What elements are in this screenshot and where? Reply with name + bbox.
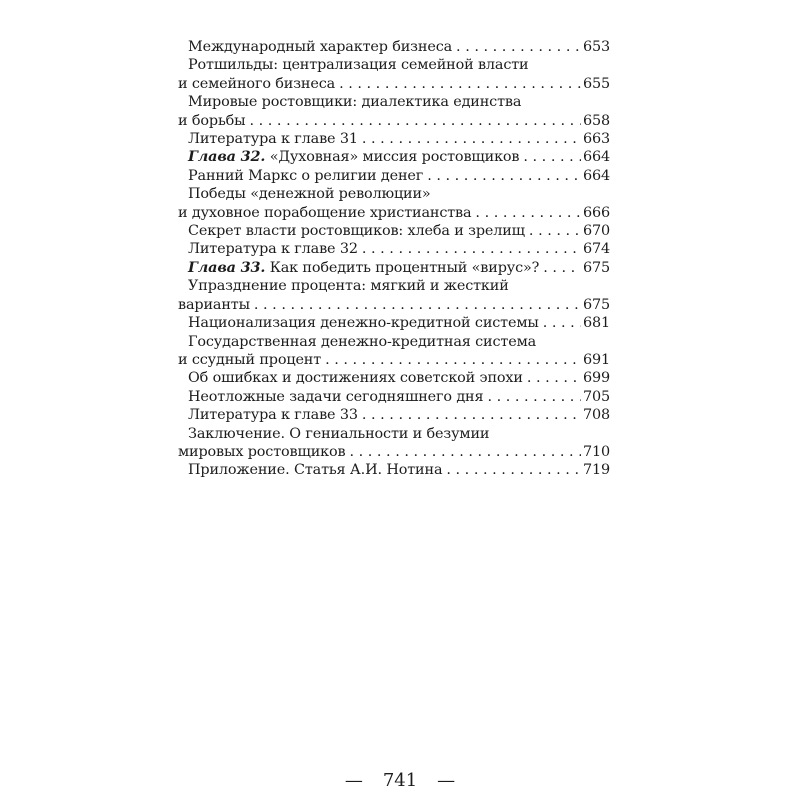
toc-chapter-entry <box>178 259 610 277</box>
dot-leader <box>543 259 581 277</box>
folio-dash-left: — <box>344 770 363 791</box>
toc-entry <box>178 369 610 387</box>
toc-entry-title <box>188 333 536 351</box>
toc-entry-line <box>178 425 610 443</box>
toc-entry-title <box>188 406 358 424</box>
toc-page-number: 653 <box>582 39 610 55</box>
toc-entry-line <box>178 56 610 74</box>
toc-entry-text: «Духовная» миссия ростовщиков <box>269 149 520 166</box>
toc-entry-line <box>178 130 610 148</box>
toc-entry-text: мировых ростовщиков <box>178 443 346 460</box>
toc-entry-text: и ссудный процент <box>178 351 322 368</box>
toc-page-number: 699 <box>582 370 610 387</box>
toc-entry-text: варианты <box>178 296 250 313</box>
toc-entry-text: Упразднение процента: мягкий и жесткий <box>188 278 509 295</box>
toc-entry-text: Национализация денежно-кредитной системы <box>188 315 539 332</box>
dot-leader <box>543 314 581 332</box>
toc-entry-title <box>188 148 519 166</box>
toc-entry-line <box>178 148 610 166</box>
dot-leader <box>349 443 581 461</box>
toc-entry-text: Неотложные задачи сегодняшнего дня <box>188 388 484 405</box>
toc-entry-line <box>178 314 610 332</box>
toc-entry-line <box>178 388 610 406</box>
toc-entry-title <box>188 369 523 387</box>
toc-entry-line <box>178 93 610 111</box>
toc-entry-title <box>188 130 358 148</box>
dot-leader <box>456 38 581 56</box>
chapter-label: Глава 33. <box>188 258 266 276</box>
dot-leader <box>325 351 581 369</box>
toc-entry-title <box>188 56 529 74</box>
toc-page-number: 658 <box>582 112 610 129</box>
toc-entry-title <box>188 167 423 185</box>
toc-entry <box>178 277 610 314</box>
toc-entry-line <box>178 333 610 351</box>
toc-entry-line <box>178 112 610 130</box>
toc-entry-title <box>178 75 335 93</box>
toc-page-number: 719 <box>582 462 610 479</box>
toc-entry-line <box>178 369 610 387</box>
toc-entry <box>178 333 610 370</box>
toc-entry-title <box>188 277 509 295</box>
toc-entry-title <box>188 461 442 479</box>
dot-leader <box>362 130 581 148</box>
toc-entry-title <box>188 38 452 56</box>
toc-entry <box>178 240 610 258</box>
toc-entry-line <box>178 240 610 258</box>
toc-page-number: 705 <box>582 388 610 405</box>
dot-leader <box>487 388 581 406</box>
toc-entry-text: Литература к главе 31 <box>188 131 358 148</box>
toc-entry-text: и семейного бизнеса <box>178 75 336 92</box>
toc-entry-text: Государственная денежно-кредитная система <box>188 333 537 350</box>
toc-entry-title <box>188 93 521 111</box>
toc-entry <box>178 93 610 130</box>
toc-entry-title <box>178 443 345 461</box>
toc-entry-title <box>188 185 431 203</box>
toc-entry-text: Литература к главе 33 <box>188 407 358 424</box>
toc-entry <box>178 461 610 479</box>
toc-entry-text: Победы «денежной революции» <box>188 186 431 203</box>
dot-leader <box>362 240 581 258</box>
toc-entry-title <box>188 222 525 240</box>
dot-leader <box>427 167 581 185</box>
toc-entry <box>178 425 610 462</box>
toc-entry-text: Литература к главе 32 <box>188 241 358 258</box>
toc-page-number: 663 <box>582 131 610 148</box>
toc-entry <box>178 406 610 424</box>
toc-entry <box>178 167 610 185</box>
toc-entry-line <box>178 296 610 314</box>
toc-page-number: 664 <box>582 167 610 184</box>
toc-entry-text: Заключение. О гениальности и безумии <box>188 425 490 442</box>
toc-entry-title <box>188 314 539 332</box>
toc-entry-line <box>178 222 610 240</box>
toc-entry-title <box>188 388 483 406</box>
toc-page-number: 675 <box>582 296 610 313</box>
dot-leader <box>339 75 581 93</box>
toc-entry-line <box>178 38 610 56</box>
toc-entry-title <box>178 351 321 369</box>
toc-entry-line <box>178 443 610 461</box>
toc-entry-text: и духовное порабощение христианства <box>178 204 472 221</box>
toc-entry-line <box>178 75 610 93</box>
toc-entry-text: Ранний Маркс о религии денег <box>188 167 424 184</box>
toc-entry-text: Как победить процентный «вирус»? <box>269 259 540 276</box>
toc-chapter-entry <box>178 148 610 166</box>
toc-entry-line <box>178 406 610 424</box>
dot-leader <box>527 369 581 387</box>
toc-entry <box>178 388 610 406</box>
page-number: 741 <box>382 770 418 791</box>
dot-leader <box>254 296 581 314</box>
toc-page-number: 664 <box>582 149 610 166</box>
table-of-contents <box>178 38 610 480</box>
chapter-label: Глава 32. <box>188 148 266 166</box>
dot-leader <box>249 112 581 130</box>
dot-leader <box>529 222 581 240</box>
dot-leader <box>475 204 581 222</box>
toc-entry-line <box>178 277 610 295</box>
toc-page-number: 691 <box>582 351 610 368</box>
folio-dash-right: — <box>437 770 456 791</box>
toc-entry <box>178 185 610 222</box>
toc-page-number: 681 <box>582 315 610 332</box>
toc-page-number: 708 <box>582 407 610 424</box>
toc-entry-text: Секрет власти ростовщиков: хлеба и зрелищ <box>188 223 525 240</box>
toc-entry-title <box>188 240 358 258</box>
dot-leader <box>523 148 581 166</box>
toc-entry-line <box>178 204 610 222</box>
toc-entry-line <box>178 259 610 277</box>
toc-page-number: 710 <box>582 443 610 460</box>
dot-leader <box>446 461 581 479</box>
toc-entry <box>178 314 610 332</box>
toc-page-number: 670 <box>582 223 610 240</box>
toc-entry-text: Ротшильды: централизация семейной власти <box>188 57 529 74</box>
toc-page-number: 674 <box>582 241 610 258</box>
toc-entry-title <box>178 112 245 130</box>
toc-entry <box>178 222 610 240</box>
toc-page-number: 655 <box>582 75 610 92</box>
toc-entry <box>178 56 610 93</box>
toc-entry-title <box>188 425 489 443</box>
toc-entry-text: Об ошибках и достижениях советской эпохи <box>188 370 523 387</box>
toc-entry-text: Приложение. Статья А.И. Нотина <box>188 462 443 479</box>
page-folio <box>0 770 800 792</box>
toc-entry-title <box>178 296 250 314</box>
dot-leader <box>362 406 581 424</box>
toc-entry-title <box>178 204 471 222</box>
toc-entry-text: Международный характер бизнеса <box>188 39 453 55</box>
toc-entry-title <box>188 259 539 277</box>
toc-entry-text: Мировые ростовщики: диалектика единства <box>188 94 522 111</box>
toc-entry <box>178 130 610 148</box>
toc-entry-line <box>178 461 610 479</box>
toc-page-number: 675 <box>582 259 610 276</box>
toc-entry-line <box>178 185 610 203</box>
toc-page-number: 666 <box>582 204 610 221</box>
toc-entry <box>178 38 610 56</box>
toc-entry-text: и борьбы <box>178 112 246 129</box>
toc-entry-line <box>178 167 610 185</box>
toc-entry-line <box>178 351 610 369</box>
